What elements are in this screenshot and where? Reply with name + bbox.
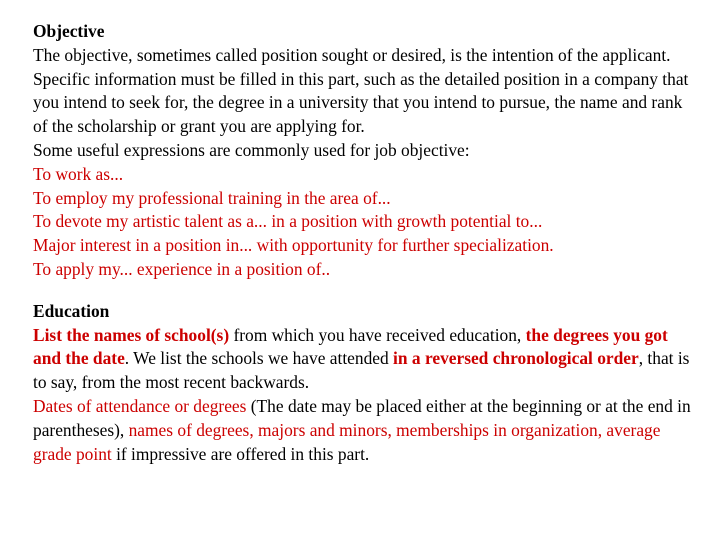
expression-item: Major interest in a position in... with opportunity for further specialization. (33, 235, 554, 256)
expression-item: To work as... (33, 163, 124, 184)
education-section (33, 300, 693, 467)
schools-phrase: List the names of school(s) (33, 324, 230, 345)
education-paragraph-1 (33, 324, 693, 395)
objective-heading: Objective (33, 21, 105, 41)
expression-item: To apply my... experience in a position of.. (33, 258, 331, 279)
education-paragraph-2 (33, 395, 693, 466)
education-text: . We list the schools we have attended (124, 348, 394, 369)
objective-paragraph: The objective, sometimes called position sought or desired, is the intention of the applicant. Specific information must be filled in this part, such as the detailed position in a company that you intend to seek for, the degree in a university that you intend to pursue, the name and rank of the scholarship or grant you are applying for. (33, 44, 689, 137)
expression-item: To devote my artistic talent as a... in a position with growth potential to... (33, 211, 543, 232)
education-text: from which you have received education, (229, 324, 526, 345)
expressions-intro: Some useful expressions are commonly used for job objective: (33, 139, 470, 160)
details-phrase: names of degrees, majors and minors, memberships in organization, average grade point (33, 419, 661, 464)
education-text: , that is to say, from the most recent backwards. (33, 348, 690, 393)
expression-item: To employ my professional training in the area of... (33, 187, 391, 208)
objective-section (33, 20, 693, 282)
education-heading: Education (33, 300, 110, 321)
order-phrase: in a reversed chronological order (393, 348, 639, 369)
education-text: if impressive are offered in this part. (111, 443, 370, 464)
dates-phrase: Dates of attendance or degrees (33, 395, 247, 416)
education-text: (The date may be placed either at the beginning or at the end in parentheses), (33, 395, 691, 440)
degrees-phrase: the degrees you got and the date (33, 324, 668, 369)
slide-content (33, 20, 693, 466)
